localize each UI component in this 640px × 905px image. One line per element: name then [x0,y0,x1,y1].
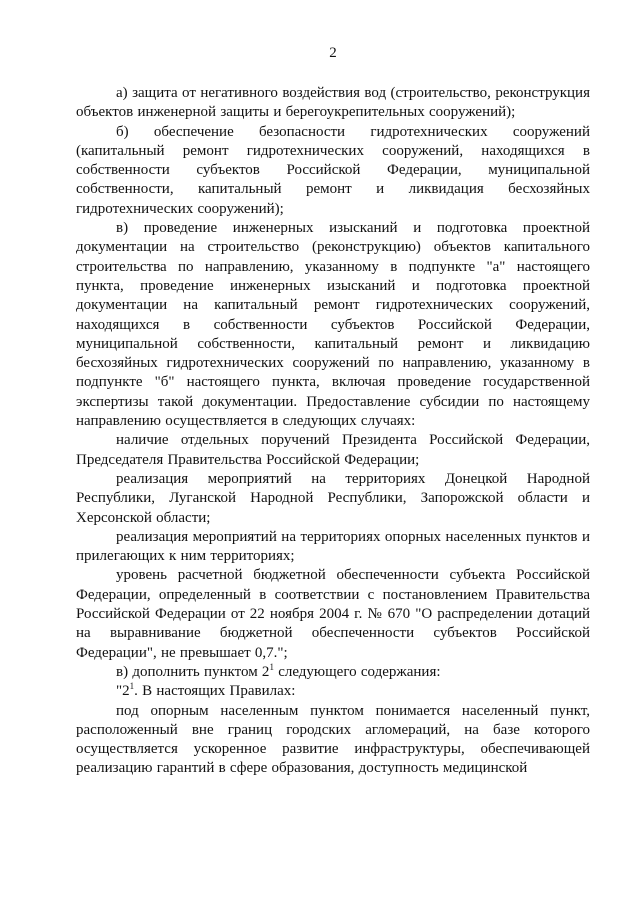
document-body [76,84,590,779]
paragraph-condition-budget-level: уровень расчетной бюджетной обеспеченности субъекта Российской Федерации, определенный в соответствии с постановлением Правительства Российской Федерации от 22 ноября 2004 г. № 670 "О распределении дотаций на выравнивание бюджетной обеспеченности субъектов Российской Федерации", не превышает 0,7."; [76,567,590,661]
superscript-index: 1 [269,661,274,672]
paragraph-add-point-before: в) дополнить пунктом 2 [116,663,270,680]
paragraph-condition-support-settlements: реализация мероприятий на территориях опорных населенных пунктов и прилегающих к ним территориях; [76,528,590,565]
page-number: 2 [329,45,337,61]
paragraph-item-a: а) защита от негативного воздействия вод (строительство, реконструкция объектов инженерной защиты и берегоукрепительных сооружений); [76,85,590,121]
paragraph-new-point-heading [76,682,590,701]
paragraph-item-v: в) проведение инженерных изысканий и подготовка проектной документации на строительство (реконструкцию) объектов капитального строительства по направлению, указанному в подпункте "а" настоящего пункта, проведение инженерных изысканий и подготовка проектной документации на капитальный ремонт гидротехнических сооружений, находящихся в собственности субъектов Российской Федерации, муниципальной собственности, капитальный ремонт и ликвидацию бесхозяйных гидротехнических сооружений по направлению, указанному в подпункте "б" настоящего пункта, включая проведение государственной экспертизы такой документации. Предоставление субсидии по настоящему направлению осуществляется в следующих случаях: [76,220,590,430]
paragraph-condition-orders: наличие отдельных поручений Президента Российской Федерации, Председателя Правительства Российской Федерации; [76,432,590,468]
paragraph-item-b: б) обеспечение безопасности гидротехнических сооружений (капитальный ремонт гидротехнических сооружений, находящихся в собственности субъектов Российской Федерации, муниципальной собственности, капитальный ремонт и ликвидация бесхозяйных гидротехнических сооружений); [76,123,590,217]
paragraph-new-point-after: . В настоящих Правилах: [134,683,296,700]
paragraph-add-point-after: следующего содержания: [273,663,441,680]
paragraph-definition: под опорным населенным пунктом понимается населенный пункт, расположенный вне границ городских агломераций, на базе которого осуществляется ускоренное развитие инфраструктуры, обеспечивающей реализацию гарантий в сфере образования, доступность медицинской [76,702,590,777]
superscript-index: 1 [129,681,135,692]
paragraph-condition-new-regions: реализация мероприятий на территориях Донецкой Народной Республики, Луганской Народной Республики, Запорожской области и Херсонской области; [76,470,590,526]
paragraph-add-point [76,663,590,682]
paragraph-new-point-before: "2 [116,683,130,700]
